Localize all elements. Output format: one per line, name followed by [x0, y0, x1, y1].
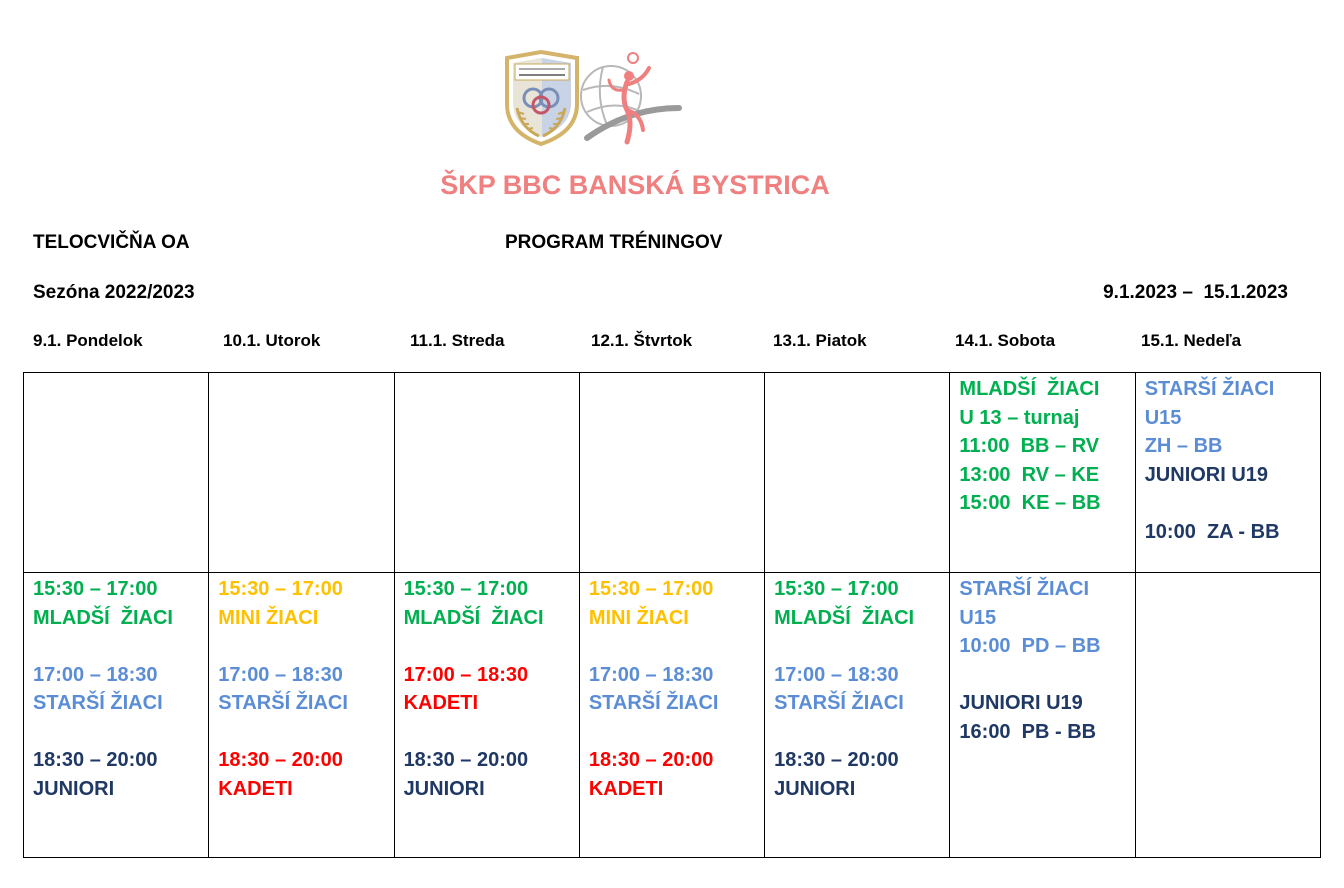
schedule-line: STARŠÍ ŽIACI	[218, 692, 348, 714]
schedule-line: 18:30 – 20:00	[774, 749, 899, 771]
schedule-line: U 13 – turnaj	[959, 406, 1080, 429]
schedule-line: STARŠÍ ŽIACI	[588, 692, 719, 714]
day-header-wednesday: 11.1. Streda	[410, 331, 505, 350]
schedule-line	[404, 632, 570, 661]
schedule-line: STARŠÍ ŽIACI	[33, 692, 163, 714]
schedule-line: MINI ŽIACI	[588, 606, 689, 629]
schedule-cell-tuesday	[209, 373, 394, 573]
schedule-line: 17:00 – 18:30	[218, 663, 343, 686]
schedule-cell-thursday	[579, 573, 764, 858]
schedule-cell-tuesday	[209, 573, 394, 858]
schedule-line	[33, 632, 199, 661]
club-title: ŠKP BBC BANSKÁ BYSTRICA	[440, 170, 830, 200]
day-header-tuesday: 10.1. Utorok	[223, 331, 321, 350]
day-header-thursday: 12.1. Štvrtok	[591, 331, 693, 350]
schedule-line: U15	[959, 606, 997, 629]
schedule-line: 11:00 BB – RV	[959, 435, 1100, 457]
schedule-line	[774, 632, 940, 661]
schedule-row	[24, 573, 1321, 858]
schedule-line: MLADŠÍ ŽIACI	[774, 606, 915, 629]
venue-label: TELOCVIČŇA OA	[33, 232, 190, 253]
schedule-line	[33, 718, 199, 747]
day-header-saturday: 14.1. Sobota	[955, 331, 1056, 350]
schedule-line	[404, 718, 570, 747]
schedule-line	[959, 661, 1125, 690]
schedule-line: 16:00 PB - BB	[959, 720, 1097, 743]
schedule-line: KADETI	[403, 692, 479, 714]
schedule-cell-monday	[24, 373, 209, 573]
schedule-line: MINI ŽIACI	[218, 606, 319, 629]
schedule-line: 17:00 – 18:30	[33, 663, 158, 686]
schedule-line: STARŠÍ ŽIACI	[774, 692, 904, 714]
schedule-line: 15:30 – 17:00	[588, 578, 714, 600]
club-logos	[503, 50, 683, 146]
schedule-line: JUNIORI	[774, 777, 856, 800]
schedule-line	[774, 718, 940, 747]
schedule-cell-wednesday	[394, 373, 579, 573]
schedule-line: 15:30 – 17:00	[33, 578, 158, 600]
schedule-line: JUNIORI	[33, 777, 115, 800]
schedule-line	[589, 718, 755, 747]
schedule-cell-sunday	[1135, 373, 1320, 573]
schedule-line: 15:30 – 17:00	[403, 578, 529, 600]
program-label: PROGRAM TRÉNINGOV	[505, 232, 723, 253]
police-club-badge	[507, 52, 577, 144]
schedule-line: 18:30 – 20:00	[33, 749, 158, 771]
schedule-cell-saturday	[950, 373, 1135, 573]
schedule-cell-monday	[24, 573, 209, 858]
date-range: 9.1.2023 – 15.1.2023	[1103, 282, 1288, 303]
schedule-line: MLADŠÍ ŽIACI	[33, 606, 173, 629]
day-header-monday: 9.1. Pondelok	[33, 331, 143, 350]
schedule-line: 10:00 PD – BB	[959, 635, 1101, 657]
schedule-line: STARŠÍ ŽIACI	[959, 578, 1090, 600]
schedule-line	[218, 718, 384, 747]
schedule-line: 17:00 – 18:30	[588, 663, 714, 686]
schedule-line: 18:30 – 20:00	[588, 749, 714, 771]
schedule-line: 18:30 – 20:00	[403, 749, 529, 771]
schedule-line: KADETI	[218, 777, 293, 800]
day-header-sunday: 15.1. Nedeľa	[1141, 331, 1242, 350]
schedule-line: 15:30 – 17:00	[774, 578, 899, 600]
schedule-line: 17:00 – 18:30	[774, 663, 899, 686]
schedule-line: STARŠÍ ŽIACI	[1144, 378, 1275, 400]
schedule-line: 10:00 ZA - BB	[1144, 520, 1280, 543]
schedule-line: 15:30 – 17:00	[218, 578, 343, 600]
schedule-line: MLADŠÍ ŽIACI	[959, 378, 1100, 400]
schedule-cell-friday	[765, 573, 950, 858]
day-header-friday: 13.1. Piatok	[773, 331, 867, 350]
schedule-cell-thursday	[579, 373, 764, 573]
schedule-cell-wednesday	[394, 573, 579, 858]
schedule-line: KADETI	[588, 777, 664, 800]
schedule-table	[23, 372, 1321, 858]
schedule-cell-friday	[765, 373, 950, 573]
schedule-line: U15	[1144, 406, 1182, 429]
schedule-line: JUNIORI U19	[959, 692, 1083, 714]
schedule-line	[1145, 489, 1311, 518]
schedule-line: 15:00 KE – BB	[959, 492, 1101, 514]
season-label: Sezóna 2022/2023	[33, 282, 195, 303]
schedule-line: ZH – BB	[1144, 435, 1223, 457]
schedule-cell-sunday	[1135, 573, 1320, 858]
schedule-line: 18:30 – 20:00	[218, 749, 343, 771]
schedule-line: 13:00 RV – KE	[959, 463, 1100, 486]
schedule-line: JUNIORI	[403, 777, 485, 800]
schedule-cell-saturday	[950, 573, 1135, 858]
schedule-line: 17:00 – 18:30	[403, 663, 529, 686]
schedule-row	[24, 373, 1321, 573]
schedule-line: JUNIORI U19	[1144, 463, 1269, 486]
schedule-line	[218, 632, 384, 661]
schedule-line: MLADŠÍ ŽIACI	[403, 606, 544, 629]
schedule-line	[589, 632, 755, 661]
club-logos-graphic	[503, 50, 683, 146]
basketball-player-icon	[581, 53, 679, 142]
